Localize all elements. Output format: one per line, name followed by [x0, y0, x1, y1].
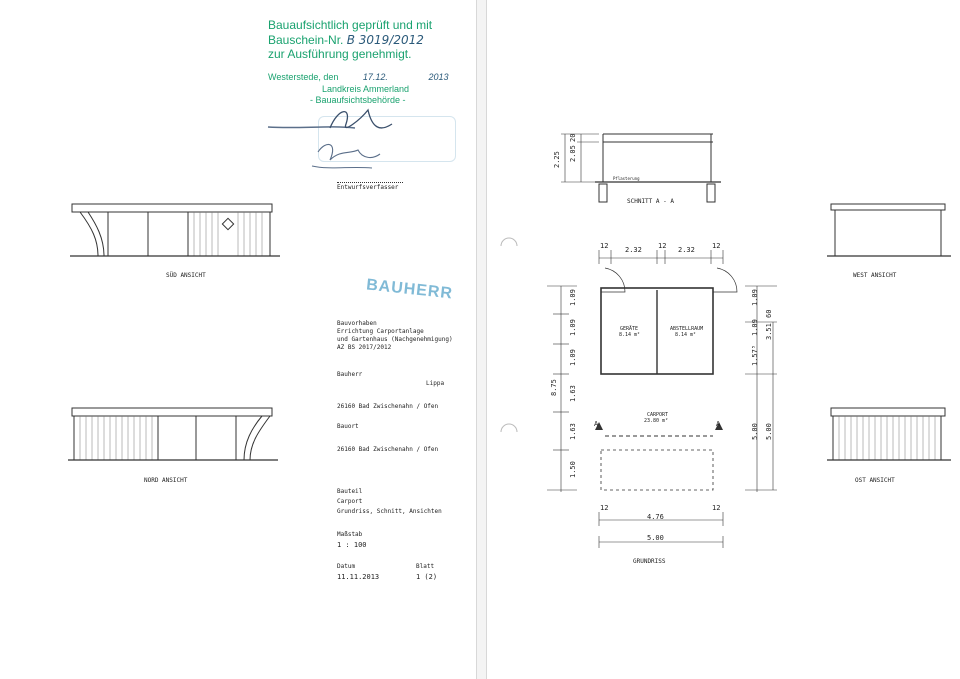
- part-line-2: Grundriss, Schnitt, Ansichten: [337, 508, 442, 515]
- label-section: SCHNITT A - A: [627, 198, 674, 205]
- part-heading: Bauteil: [337, 488, 363, 495]
- room2-area: 8.14 m²: [675, 332, 697, 338]
- right-secondary-1: 3.51: [765, 323, 773, 340]
- owner-address: 26160 Bad Zwischenahn / Ofen: [337, 403, 439, 410]
- carport-name: CARPORT: [647, 412, 669, 418]
- right-secondary-3: 5.00: [765, 423, 773, 440]
- label-west-view: WEST ANSICHT: [853, 272, 897, 279]
- scale-value: 1 : 100: [337, 541, 367, 549]
- right-page: [486, 0, 960, 679]
- right-dim-6: 1.57⁵: [751, 344, 759, 366]
- bottom-dim-3: 12: [712, 504, 721, 512]
- left-dim-5: 1.09: [569, 349, 577, 366]
- owner-name: Lippa: [426, 380, 445, 387]
- project-line-1: Errichtung Carportanlage: [337, 328, 424, 335]
- left-dim-3: 1.09: [569, 319, 577, 336]
- top-dim-3: 12: [658, 242, 667, 250]
- section-marker-right: A: [716, 420, 721, 428]
- sheet-value: 1 (2): [416, 573, 438, 581]
- section-dim-total: 2.25: [553, 151, 561, 168]
- room1-area: 8.14 m²: [619, 332, 641, 338]
- right-dim-5: 1.09: [751, 319, 759, 336]
- left-dim-1: 1.09: [569, 289, 577, 306]
- owner-stamp: BAUHERR: [365, 276, 454, 303]
- approval-stamp-place: Westerstede, den 17.12. 2013: [268, 72, 449, 82]
- label-floorplan: GRUNDRISS: [633, 558, 666, 565]
- site-address: 26160 Bad Zwischenahn / Ofen: [337, 446, 439, 453]
- top-dim-1: 12: [600, 242, 609, 250]
- project-heading: Bauvorhaben: [337, 320, 377, 327]
- bottom-dim-2: 4.76: [647, 513, 664, 521]
- section-dim-top: 20: [569, 133, 577, 142]
- bottom-total-dim: 5.00: [647, 534, 664, 542]
- top-dim-2: 2.32: [625, 246, 642, 254]
- page-gutter: [476, 0, 486, 679]
- south-elevation-drawing: [70, 198, 290, 268]
- carport-area: 23.80 m²: [644, 418, 669, 424]
- left-dim-6: 1.63: [569, 385, 577, 402]
- top-dim-4: 2.32: [678, 246, 695, 254]
- punch-holes: [497, 236, 527, 436]
- approval-number: B 3019/2012: [346, 33, 424, 47]
- left-dim-7: 1.63: [569, 423, 577, 440]
- project-line-2: und Gartenhaus (Nachgenehmigung): [337, 336, 453, 343]
- left-page: [0, 0, 477, 679]
- west-elevation-drawing: [827, 198, 957, 258]
- section-dim-inner: 2.05: [569, 145, 577, 162]
- room1-name: GERÄTE: [620, 326, 639, 332]
- right-secondary-2: 60: [765, 309, 773, 318]
- date-heading: Datum: [337, 563, 356, 570]
- east-elevation-drawing: [827, 404, 957, 464]
- approval-stamp-line2: Bauschein-Nr. B 3019/2012: [268, 33, 424, 47]
- right-dim-2: 1.09: [751, 289, 759, 306]
- approval-authority-1: Landkreis Ammerland: [322, 84, 410, 94]
- label-south-view: SÜD ANSICHT: [166, 272, 206, 279]
- approval-authority-2: - Bauaufsichtsbehörde -: [310, 95, 406, 105]
- bottom-dim-1: 12: [600, 504, 609, 512]
- designer-label: Entwurfsverfasser: [337, 182, 403, 192]
- project-line-3: AZ BS 2017/2012: [337, 344, 392, 351]
- part-line-1: Carport: [337, 498, 363, 505]
- date-value: 11.11.2013: [337, 573, 380, 581]
- owner-heading: Bauherr: [337, 371, 363, 378]
- north-elevation-drawing: [68, 402, 288, 472]
- label-east-view: OST ANSICHT: [855, 477, 895, 484]
- sheet-heading: Blatt: [416, 563, 435, 570]
- left-dim-8: 1.50: [569, 461, 577, 478]
- label-north-view: NORD ANSICHT: [144, 477, 188, 484]
- approval-stamp-line3: zur Ausführung genehmigt.: [268, 47, 412, 61]
- section-marker-left: A: [594, 420, 599, 428]
- right-dim-8: 5.00: [751, 423, 759, 440]
- scale-heading: Maßstab: [337, 531, 363, 538]
- room2-name: ABSTELLRAUM: [670, 326, 704, 332]
- left-total-dim: 8.75: [550, 379, 558, 396]
- floorplan-drawing: [547, 236, 777, 556]
- section-floor-note: Pflasterung: [613, 176, 640, 181]
- site-heading: Bauort: [337, 423, 359, 430]
- section-drawing: [555, 128, 715, 208]
- top-dim-5: 12: [712, 242, 721, 250]
- approval-stamp-line1: Bauaufsichtlich geprüft und mit: [268, 18, 433, 32]
